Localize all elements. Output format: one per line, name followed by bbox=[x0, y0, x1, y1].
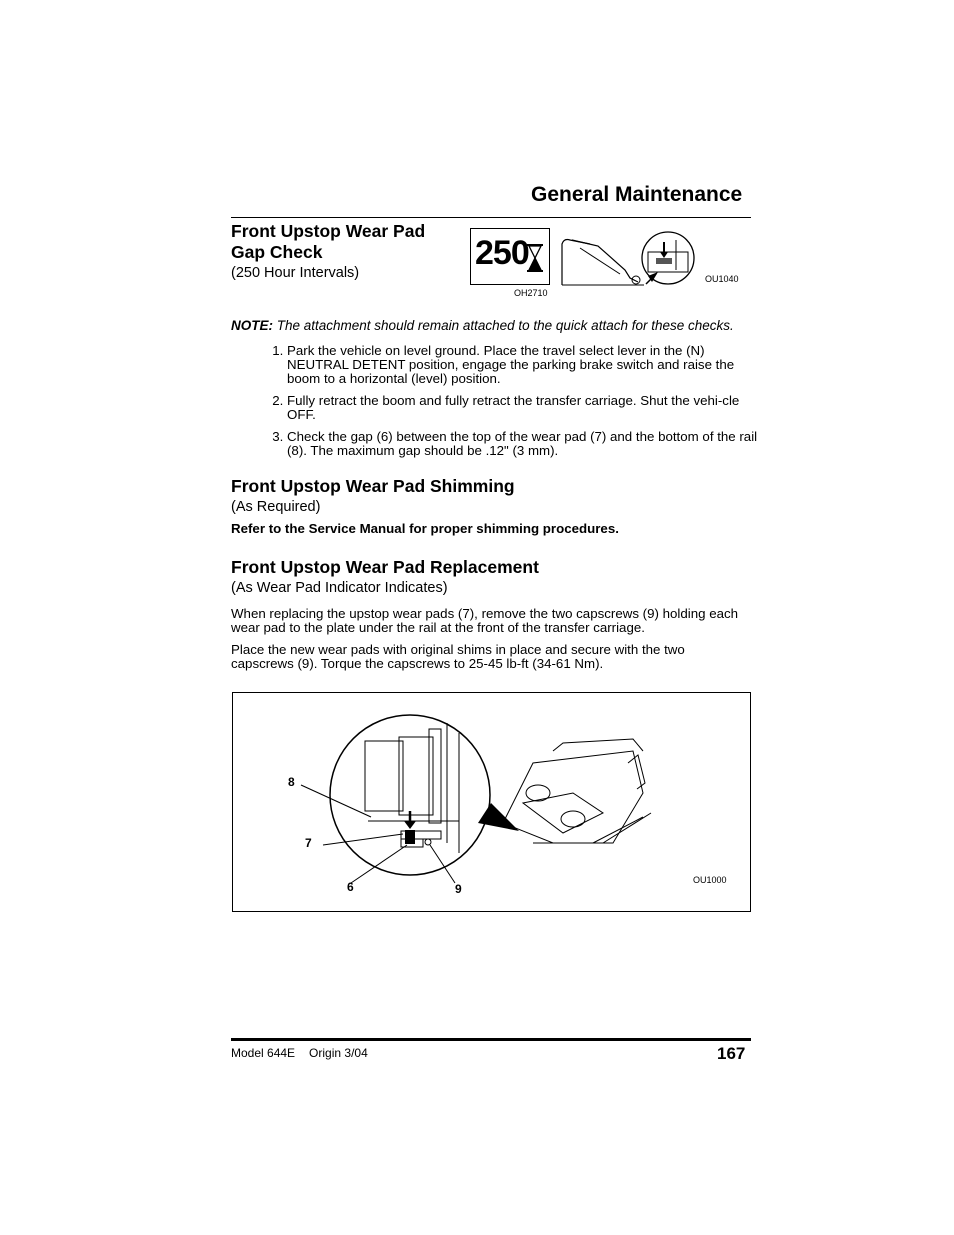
note bbox=[231, 318, 761, 333]
section-gap-check-title bbox=[231, 221, 425, 263]
section-replacement-interval: (As Wear Pad Indicator Indicates) bbox=[231, 580, 448, 596]
section-shimming-interval: (As Required) bbox=[231, 499, 321, 515]
callout-wear-pad: 7 bbox=[305, 836, 312, 850]
section-shimming-title: Front Upstop Wear Pad Shimming bbox=[231, 476, 515, 496]
icon-code-diagram: OU1040 bbox=[705, 274, 739, 284]
replacement-paragraph-2: Place the new wear pads with original shims in place and secure with the two capscrews (9). Torque the capscrews to 25-45 lb-ft (34-61 Nm). bbox=[231, 642, 685, 671]
section-replacement-title: Front Upstop Wear Pad Replacement bbox=[231, 557, 539, 577]
callout-gap: 6 bbox=[347, 880, 354, 894]
footer-info bbox=[231, 1046, 382, 1060]
chapter-title: General Maintenance bbox=[531, 183, 743, 206]
step-item: 2. Fully retract the boom and fully retract the transfer carriage. Shut the vehi-cle OFF. bbox=[287, 394, 769, 422]
page-number: 167 bbox=[717, 1044, 746, 1063]
service-manual-reference: Refer to the Service Manual for proper shimming procedures. bbox=[231, 521, 619, 536]
note-text: The attachment should remain attached to the quick attach for these checks. bbox=[273, 318, 734, 333]
icon-code-hour: OH2710 bbox=[514, 288, 548, 298]
hourglass-icon bbox=[526, 244, 544, 272]
footer-model: Model 644E bbox=[231, 1046, 296, 1060]
footer-rule bbox=[231, 1038, 751, 1041]
callout-capscrew: 9 bbox=[455, 882, 462, 896]
wear-pad-illustration bbox=[233, 693, 749, 909]
header-rule bbox=[231, 217, 751, 218]
boom-position-diagram bbox=[560, 230, 700, 288]
figure-code: OU1000 bbox=[693, 875, 727, 885]
note-label: NOTE: bbox=[231, 318, 273, 333]
section-title-line1: Front Upstop Wear Pad bbox=[231, 221, 426, 241]
hour-interval-number: 250 bbox=[475, 234, 529, 272]
replacement-paragraph-1: When replacing the upstop wear pads (7), remove the two capscrews (9) holding each wear pad to the plate under the rail at the front of the transfer carriage. bbox=[231, 606, 739, 635]
step-item: 1. Park the vehicle on level ground. Place the travel select lever in the (N) NEUTRAL DETENT position, engage the parking brake switch and raise the boom to a horizontal (level) position. bbox=[287, 344, 769, 386]
procedure-steps bbox=[267, 344, 769, 466]
step-item: 3. Check the gap (6) between the top of the wear pad (7) and the bottom of the rail (8). The maximum gap should be .12" (3 mm). bbox=[287, 430, 769, 458]
callout-rail: 8 bbox=[288, 775, 295, 789]
footer-origin: Origin 3/04 bbox=[309, 1046, 368, 1060]
section-gap-check-interval: (250 Hour Intervals) bbox=[231, 265, 360, 281]
section-title-line2: Gap Check bbox=[231, 242, 323, 262]
